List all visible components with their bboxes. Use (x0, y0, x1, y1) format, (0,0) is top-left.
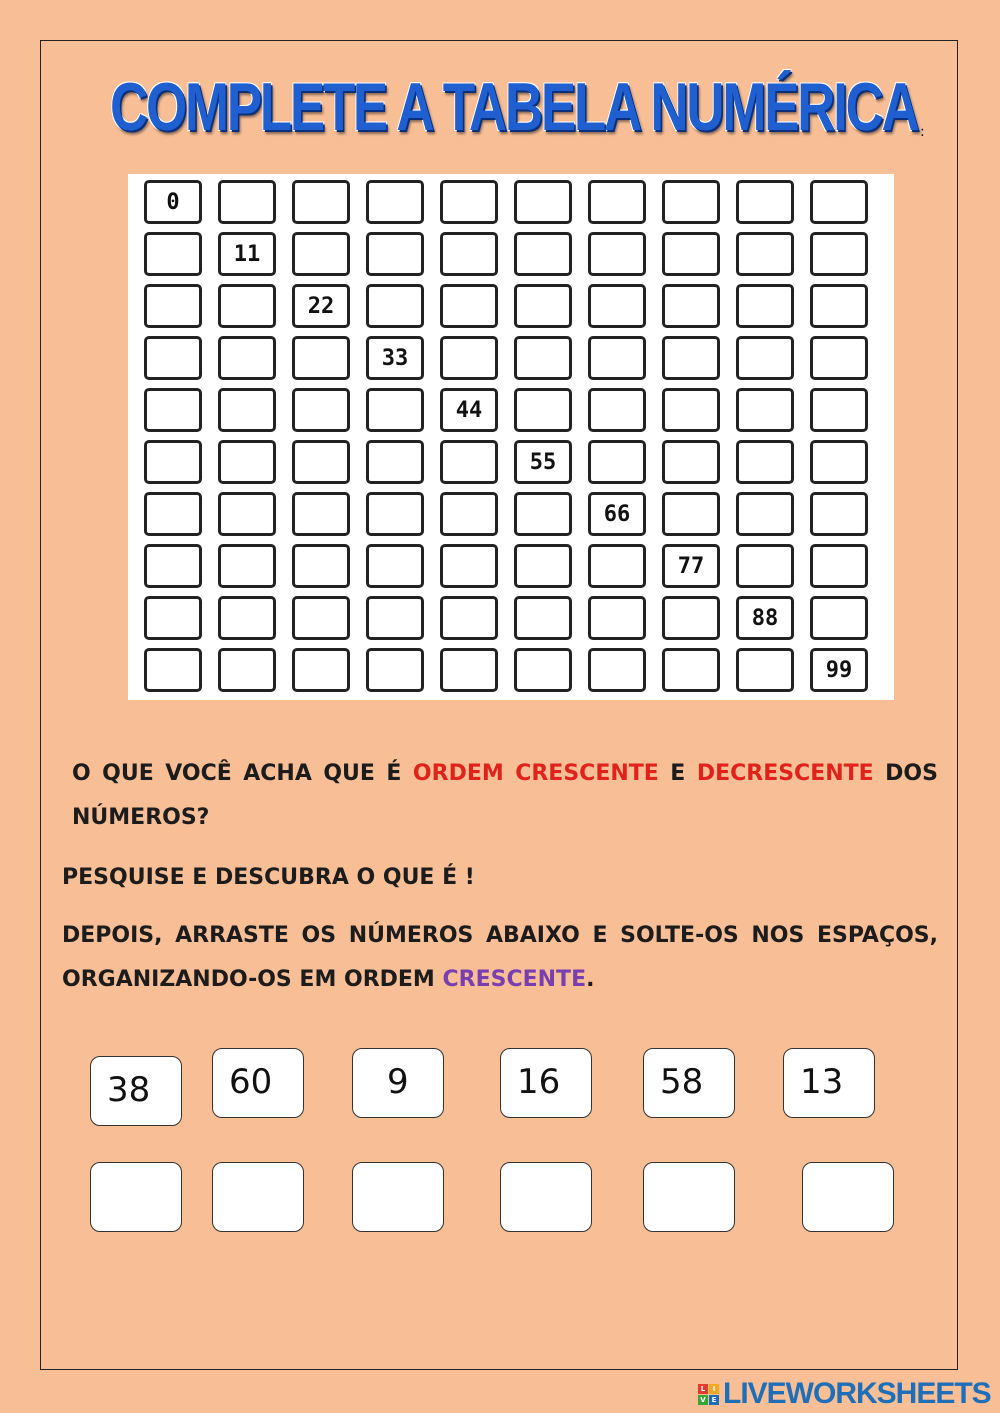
grid-cell-empty (588, 544, 646, 588)
grid-cell-empty (218, 492, 276, 536)
grid-cell-empty (810, 336, 868, 380)
drop-slot[interactable] (643, 1162, 735, 1232)
number-tile[interactable]: 13 (783, 1048, 875, 1118)
grid-cell-given: 11 (218, 232, 276, 276)
grid-cell-empty (810, 492, 868, 536)
grid-cell-empty (662, 492, 720, 536)
grid-cell-empty (144, 232, 202, 276)
grid-cell-empty (514, 544, 572, 588)
grid-cell-empty (514, 284, 572, 328)
number-table (128, 174, 894, 700)
grid-cell-given: 55 (514, 440, 572, 484)
question-part3: DOS NÚMEROS? (72, 761, 938, 830)
liveworksheets-icon (698, 1384, 719, 1405)
grid-cell-empty (292, 336, 350, 380)
grid-cell-empty (662, 232, 720, 276)
number-grid (144, 180, 868, 692)
grid-cell-empty (514, 388, 572, 432)
liveworksheets-logo (698, 1376, 991, 1412)
grid-cell-empty (736, 336, 794, 380)
grid-cell-empty (366, 232, 424, 276)
drop-slot[interactable] (500, 1162, 592, 1232)
grid-cell-empty (144, 648, 202, 692)
grid-cell-empty (440, 596, 498, 640)
grid-cell-empty (218, 440, 276, 484)
grid-cell-given: 66 (588, 492, 646, 536)
logo-letter: E (709, 1395, 719, 1405)
grid-cell-empty (144, 596, 202, 640)
grid-cell-empty (218, 180, 276, 224)
question-highlight-decrescente: DECRESCENTE (696, 761, 874, 786)
grid-cell-empty (366, 284, 424, 328)
grid-cell-empty (514, 492, 572, 536)
grid-cell-empty (514, 180, 572, 224)
grid-cell-empty (588, 440, 646, 484)
logo-letter: L (698, 1384, 708, 1394)
grid-cell-given: 22 (292, 284, 350, 328)
number-tile[interactable]: 9 (352, 1048, 444, 1118)
grid-cell-empty (292, 388, 350, 432)
grid-cell-empty (736, 284, 794, 328)
number-tile[interactable]: 38 (90, 1056, 182, 1126)
number-tile[interactable]: 60 (212, 1048, 304, 1118)
grid-cell-empty (218, 336, 276, 380)
grid-cell-empty (662, 596, 720, 640)
grid-cell-empty (810, 596, 868, 640)
grid-cell-empty (514, 336, 572, 380)
grid-cell-empty (366, 596, 424, 640)
grid-cell-empty (440, 180, 498, 224)
grid-cell-empty (810, 544, 868, 588)
grid-cell-empty (588, 388, 646, 432)
grid-cell-empty (736, 440, 794, 484)
grid-cell-empty (588, 180, 646, 224)
grid-cell-given: 88 (736, 596, 794, 640)
question-highlight-crescente: ORDEM CRESCENTE (412, 761, 659, 786)
instruction-highlight-crescente: CRESCENTE (442, 967, 587, 992)
grid-cell-empty (514, 648, 572, 692)
grid-cell-empty (662, 180, 720, 224)
grid-cell-empty (662, 336, 720, 380)
grid-cell-given: 0 (144, 180, 202, 224)
question-part1: O QUE VOCÊ ACHA QUE É (72, 761, 402, 786)
grid-cell-empty (292, 232, 350, 276)
grid-cell-empty (736, 492, 794, 536)
grid-cell-empty (366, 180, 424, 224)
logo-letter: V (698, 1395, 708, 1405)
grid-cell-empty (810, 232, 868, 276)
question-text (72, 752, 938, 840)
instruction-research: PESQUISE E DESCUBRA O QUE É ! (62, 865, 475, 890)
grid-cell-empty (144, 544, 202, 588)
logo-letter: I (709, 1384, 719, 1394)
grid-cell-empty (440, 336, 498, 380)
grid-cell-empty (440, 544, 498, 588)
grid-cell-empty (366, 492, 424, 536)
grid-cell-empty (144, 440, 202, 484)
grid-cell-empty (662, 440, 720, 484)
grid-cell-empty (440, 648, 498, 692)
title-colon: : (920, 124, 925, 140)
grid-cell-given: 77 (662, 544, 720, 588)
grid-cell-empty (366, 648, 424, 692)
grid-cell-empty (366, 388, 424, 432)
grid-cell-empty (144, 492, 202, 536)
grid-cell-given: 44 (440, 388, 498, 432)
grid-cell-empty (810, 284, 868, 328)
grid-cell-empty (440, 284, 498, 328)
grid-cell-empty (588, 284, 646, 328)
grid-cell-empty (292, 440, 350, 484)
page-title: COMPLETE A TABELA NUMÉRICA (110, 69, 918, 145)
grid-cell-empty (218, 284, 276, 328)
grid-cell-empty (662, 388, 720, 432)
grid-cell-empty (662, 284, 720, 328)
grid-cell-empty (810, 388, 868, 432)
grid-cell-empty (440, 440, 498, 484)
grid-cell-given: 99 (810, 648, 868, 692)
grid-cell-empty (588, 648, 646, 692)
grid-cell-empty (144, 284, 202, 328)
grid-cell-empty (736, 648, 794, 692)
question-part2: E (670, 761, 686, 786)
grid-cell-empty (736, 544, 794, 588)
grid-cell-empty (514, 596, 572, 640)
grid-cell-empty (736, 180, 794, 224)
grid-cell-empty (218, 648, 276, 692)
liveworksheets-brand: LIVEWORKSHEETS (723, 1377, 991, 1410)
grid-cell-empty (218, 596, 276, 640)
grid-cell-empty (218, 544, 276, 588)
grid-cell-empty (588, 232, 646, 276)
grid-cell-empty (366, 544, 424, 588)
drop-slot[interactable] (802, 1162, 894, 1232)
number-tile[interactable]: 16 (500, 1048, 592, 1118)
grid-cell-empty (588, 336, 646, 380)
grid-cell-empty (292, 648, 350, 692)
instruction-drag (62, 914, 938, 1002)
grid-cell-empty (810, 180, 868, 224)
grid-cell-empty (366, 440, 424, 484)
grid-cell-empty (292, 492, 350, 536)
grid-cell-empty (218, 388, 276, 432)
grid-cell-empty (292, 544, 350, 588)
drop-slot[interactable] (212, 1162, 304, 1232)
grid-cell-empty (440, 492, 498, 536)
grid-cell-empty (292, 180, 350, 224)
grid-cell-empty (144, 336, 202, 380)
grid-cell-given: 33 (366, 336, 424, 380)
grid-cell-empty (810, 440, 868, 484)
drop-slot[interactable] (90, 1162, 182, 1232)
number-tile[interactable]: 58 (643, 1048, 735, 1118)
grid-cell-empty (736, 388, 794, 432)
grid-cell-empty (662, 648, 720, 692)
grid-cell-empty (514, 232, 572, 276)
grid-cell-empty (736, 232, 794, 276)
grid-cell-empty (144, 388, 202, 432)
instruction-drag-text: DEPOIS, ARRASTE OS NÚMEROS ABAIXO E SOLTE-OS NOS ESPAÇOS, ORGANIZANDO-OS EM ORDEM (62, 923, 938, 992)
grid-cell-empty (440, 232, 498, 276)
grid-cell-empty (588, 596, 646, 640)
instruction-end: . (586, 967, 595, 992)
grid-cell-empty (292, 596, 350, 640)
drop-slot[interactable] (352, 1162, 444, 1232)
